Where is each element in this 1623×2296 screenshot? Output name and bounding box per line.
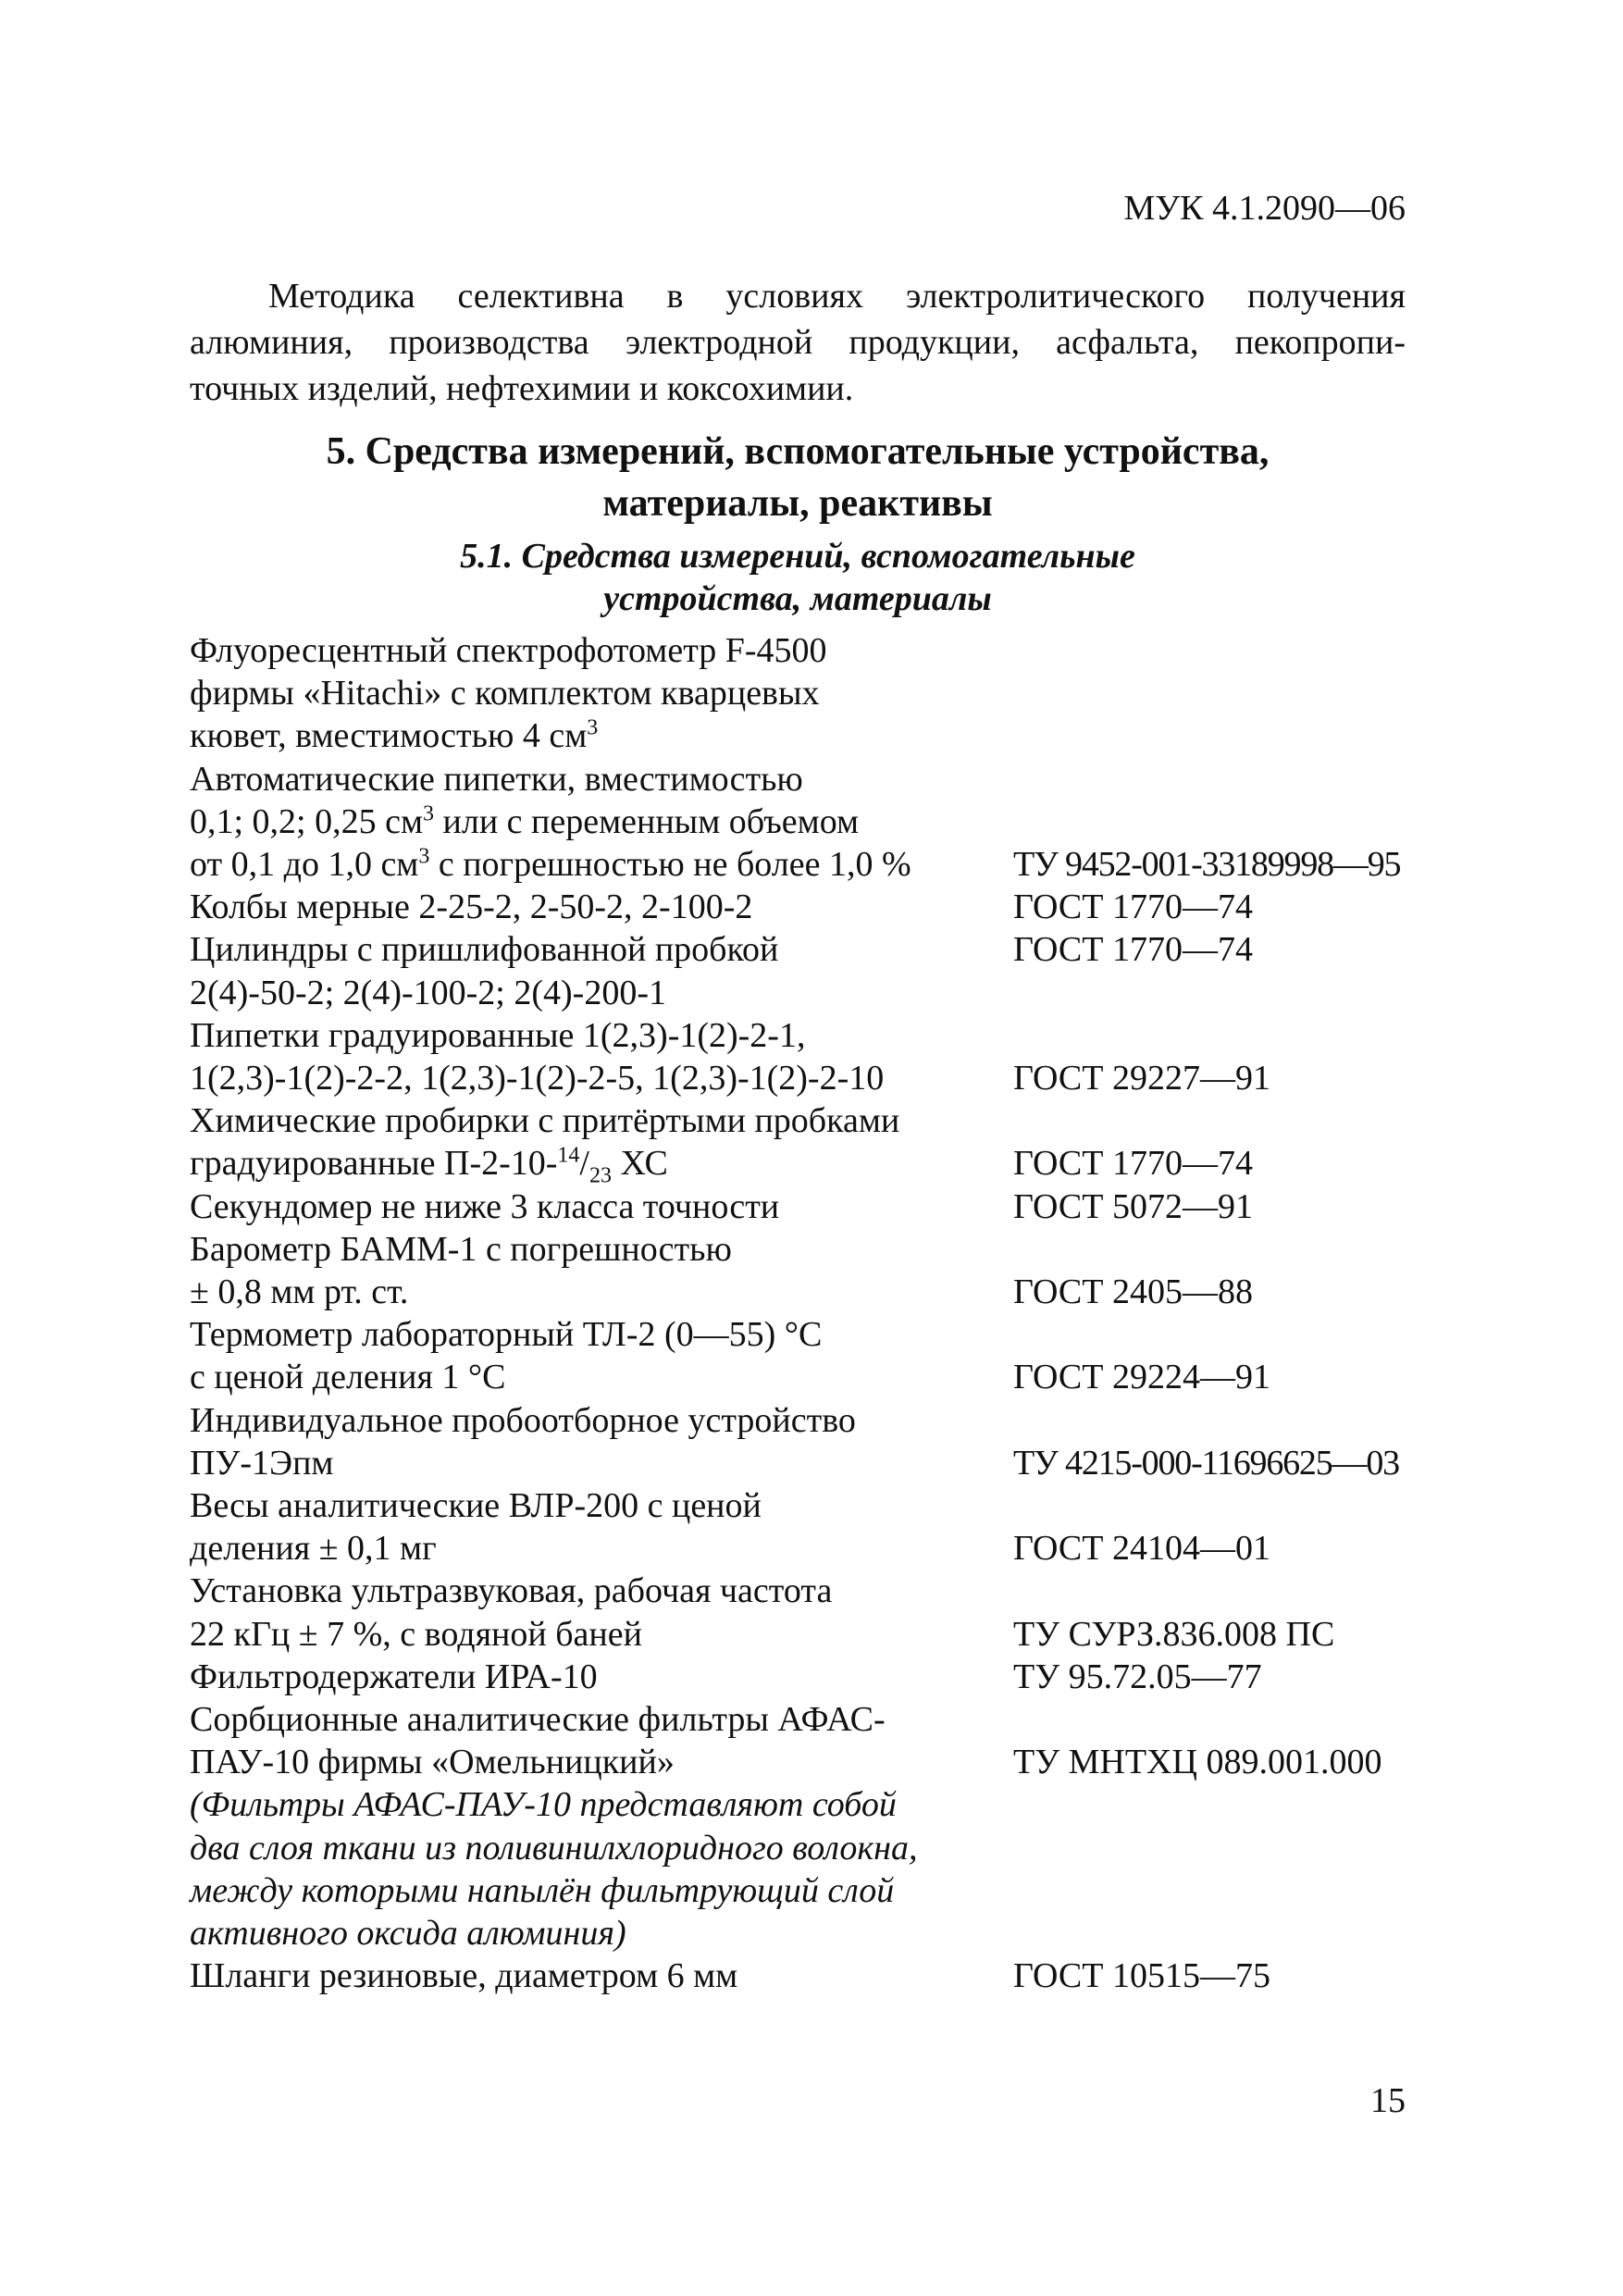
section-heading-line: 5. Средства измерений, вспомогательные устройства, [326,430,1270,473]
page-number: 15 [1370,2081,1406,2120]
intro-line: точных изделий, нефтехимии и коксохимии. [190,369,854,408]
equipment-standard: ГОСТ 1770—74 [1013,887,1253,927]
equipment-standard: ГОСТ 2405—88 [1013,1272,1253,1312]
equipment-item [190,1484,1485,1570]
note-text: (Фильтры АФАС-ПАУ-10 представляют собой [190,1785,897,1825]
equipment-item [190,928,1485,971]
equipment-text: 2(4)-50-2; 2(4)-100-2; 2(4)-200-1 [190,973,666,1012]
subsection-heading-line: 5.1. Средства измерений, вспомогательные [460,537,1135,576]
equipment-item [190,1313,1485,1398]
equipment-item [190,1698,1485,1783]
intro-paragraph [190,273,1406,412]
equipment-item [190,1099,1485,1189]
equipment-item [190,1185,1485,1228]
equipment-text: Автоматические пипетки, вместимостью [190,759,803,799]
equipment-item [190,1570,1485,1655]
section-heading [190,426,1406,529]
equipment-text: Барометр БАММ-1 с погрешностью [190,1229,732,1269]
subsection-heading [190,535,1406,620]
equipment-item [190,1399,1485,1484]
equipment-text: Термометр лабораторный ТЛ-2 (0—55) °С [190,1315,823,1355]
note-text: между которыми напылён фильтрующий слой [190,1870,895,1910]
equipment-standard: ТУ СУРЗ.836.008 ПС [1013,1614,1335,1654]
section-heading-line: материалы, реактивы [602,482,993,525]
equipment-item [190,1656,1485,1698]
equipment-text: Флуоресцентный спектрофотометр F-4500 [190,631,827,670]
superscript: 3 [423,801,435,826]
equipment-text: Шланги резиновые, диаметром 6 мм [190,1956,738,1996]
superscript: 3 [587,715,599,740]
subsection-heading-line: устройства, материалы [603,579,992,618]
equipment-text: Секундомер не ниже 3 класса точности [190,1186,780,1226]
equipment-text: Весы аналитические ВЛР-200 с ценой [190,1486,762,1526]
document-code: МУК 4.1.2090—06 [1123,189,1406,228]
equipment-note [190,1783,1485,1955]
equipment-standard: ГОСТ 1770—74 [1013,1144,1253,1184]
equipment-text: градуированные $П-2-10-^{14}/_{23}$ ХС [190,1143,668,1189]
equipment-text: Сорбционные аналитические фильтры АФАС- [190,1700,886,1740]
equipment-text: деления ± 0,1 мг [190,1529,437,1569]
equipment-text: Индивидуальное пробоотборное устройство [190,1400,856,1440]
equipment-text: Цилиндры с пришлифованной пробкой [190,930,779,970]
equipment-item [190,758,1485,887]
equipment-text: кювет, вместимостью 4 $см^3$ [190,715,599,756]
equipment-standard: ГОСТ 1770—74 [1013,930,1253,970]
equipment-text: с ценой деления 1 °С [190,1358,506,1397]
equipment-standard: ГОСТ 29227—91 [1013,1059,1270,1098]
subscript: 23 [588,1164,612,1189]
equipment-standard: ГОСТ 5072—91 [1013,1186,1253,1226]
equipment-text: фирмы «Hitachi» с комплектом кварцевых [190,674,820,714]
equipment-item [190,1955,1485,1997]
equipment-text: Установка ультразвуковая, рабочая частота [190,1571,833,1611]
equipment-standard: ТУ МНТХЦ 089.001.000 [1013,1743,1382,1782]
equipment-text: ПАУ-10 фирмы «Омельницкий» [190,1743,675,1782]
equipment-text: Химические пробирки с притёртыми пробками [190,1101,900,1141]
equipment-text: Пипетки градуированные 1(2,3)-1(2)-2-1, [190,1015,806,1055]
note-text: два слоя ткани из поливинилхлоридного волокна, [190,1828,918,1868]
equipment-text: Фильтродержатели ИРА-10 [190,1657,598,1696]
equipment-text: 1(2,3)-1(2)-2-2, 1(2,3)-1(2)-2-5, 1(2,3)-1(2)-2-10 [190,1059,885,1098]
equipment-standard: ГОСТ 24104—01 [1013,1529,1270,1569]
equipment-text: ПУ-1Эпм [190,1443,334,1483]
equipment-item [190,1228,1485,1313]
equipment-text: Колбы мерные 2-25-2, 2-50-2, 2-100-2 [190,887,753,927]
equipment-standard: ГОСТ 29224—91 [1013,1358,1270,1397]
equipment-standard: ГОСТ 10515—75 [1013,1956,1270,1996]
equipment-text: 22 кГц ± 7 %, с водяной баней [190,1614,642,1654]
equipment-item [190,886,1485,928]
intro-line: Методика селективна в условиях электролитического получения [268,277,1406,316]
equipment-list [190,629,1485,1998]
equipment-item [190,1014,1485,1099]
equipment-standard: ТУ 9452-001-33189998—95 [1013,845,1401,885]
equipment-standard: ТУ 95.72.05—77 [1013,1657,1262,1696]
superscript: 3 [418,844,430,869]
equipment-item [190,629,1485,758]
equipment-text: 0,1; 0,2; 0,25 $см^3$ или с переменным объемом [190,801,860,841]
note-text: активного оксида алюминия) [190,1914,626,1954]
intro-line: алюминия, производства электродной продукции, асфальта, пекопропи- [190,323,1406,362]
equipment-standard: ТУ 4215-000-11696625—03 [1013,1443,1399,1483]
equipment-item-continued [190,972,1485,1014]
equipment-text: ± 0,8 мм рт. ст. [190,1272,409,1312]
superscript: 14 [557,1143,580,1168]
equipment-text: от 0,1 до 1,0 $см^3$ с погрешностью не более 1,0 % [190,844,911,885]
